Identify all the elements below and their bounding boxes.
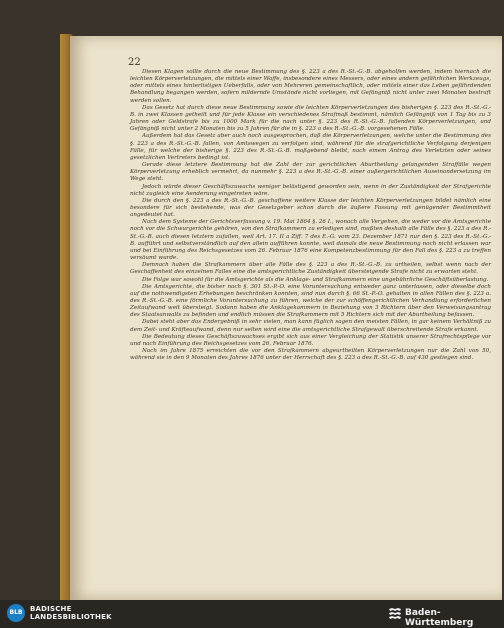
page-body xyxy=(130,69,491,362)
baden-wuerttemberg-crest-icon xyxy=(388,607,402,619)
paragraph: Die Bedeutung dieses Geschäftszuwachses ergibt sich aus einer Vergleichung der Statistik unserer Strafrechtspflege vor und nach Einführung des Reichsgesetzes vom 26. Februar 1876. xyxy=(130,333,491,347)
library-name[interactable] xyxy=(30,605,112,621)
paragraph: Diesen Klagen sollte durch die neue Bestimmung des §. 223 a des R.-St.-G.-B. abgeholfen werden, indem hiernach die leichten Körperverletzungen, die mittels einer Waffe, insbesondere eines Messers, oder eines andern gefährlichen Werkzeugs, oder mittels eines hinterlistigen Ueberfalls, oder von Mehreren gemeinschaftlich, oder mittels einer das Leben gefährdenden Behandlung begangen werden, sofern mildernde Umstände nicht vorliegen, mit Gefängniß nicht unter zwei Monaten bestraft werden sollen. xyxy=(130,69,491,104)
paragraph: Jedoch würde dieser Geschäftszuwachs weniger belästigend geworden sein, wenn in der Zuständigkeit der Strafgerichte nicht zugleich eine Aenderung eingetreten wäre. xyxy=(130,183,491,197)
footer-bar xyxy=(0,600,504,628)
library-name-line1: BADISCHE xyxy=(30,605,72,613)
paragraph: Die Folge war sowohl für die Amtsgerichte als die Anklage- und Strafkammern eine ungebührliche Geschäftsüberlastung. xyxy=(142,276,489,283)
paragraph: Außerdem hat das Gesetz aber auch noch ausgesprochen, daß die Körperverletzungen, welche unter die Bestimmung des §. 223 a des R.-St.-G.-B. fallen, von Amtswegen zu verfolgen sind, während für die strafgerichtliche Verfolgung derjenigen Fälle, für welche der bisherige §. 223 des R.-St.-G.-B. maßgebend bleibt, nach einem Antrag des Verletzten oder seines gesetzlichen Vertreters bedingt ist. xyxy=(130,133,491,161)
paragraph: Demnach haben die Strafkammern über alle Fälle des §. 223 a des R.-St.-G.-B. zu urtheilen, selbst wenn nach der Geschaffenheit des einzelnen Falles eine die amtsgerichtliche Zuständigkeit übersteigende Strafe nicht zu erwarten steht. xyxy=(130,262,491,276)
paragraph: Die durch den §. 223 a des R.-St.-G.-B. geschaffene weitere Klasse der leichten Körperverletzungen bildet nämlich eine besondere für sich bestehende, was der Gesetzgeber schon durch die äußere Fassung mit genügender Bestimmtheit angedeutet hat. xyxy=(130,197,491,219)
paragraph: Nach im Jahre 1875 erreichten die vor den Strafkammern abgeurtheilten Körperverletzungen nur die Zahl von 50, während sie in den 9 Monaten des Jahres 1876 unter der Herrschaft des §. 223 a des R.-St.-G.-B. auf 430 gestiegen sind. xyxy=(130,348,491,362)
paragraph: Gerade diese letztere Bestimmung hat die Zahl der zur gerichtlichen Aburtheilung gelangenden Straffälle wegen Körperverletzung erheblich vermehrt, da nunmehr §. 223 a des R.-St.-G.-B. einer außergerichtlichen Auseinandersetzung im Wege steht. xyxy=(130,162,491,183)
paragraph: Nach dem Systeme der Gerichtsverfassung v. 19. Mai 1864 §. 26 I., wonach alle Vergehen, die weder vor die Amtsgerichte noch vor die Schwurgerichte gehören, von den Strafkammern zu erledigen sind, mußten deshalb alle Fälle des §. 223 a des R.-St.-G.-B. auch diesen letztern zufallen, weil Art. 17. II a Ziff. 7 des E.-G. vom 23. Dezember 1871 nur den §. 223 des R.-St.-G.-B. aufführt und selbstverständlich auf den allein aufführen konnte, weil damals die neue Bestimmung noch nicht erlassen war und bei Einführung des Reichsgesetzes vom 26. Februar 1876 eine Kompetenzbestimmung für den Fall des §. 223 a zu treffen versäumt wurde. xyxy=(130,219,491,262)
paragraph: Das Gesetz hat durch diese neue Bestimmung sowie die leichten Körperverletzungen des bisherigen §. 223 des R.-St.-G.-B. in zwei Klassen getheilt und für jede Klasse ein verschiedenes Strafmaß bestimmt, nämlich Gefängniß von 1 Tag bis zu 3 Jahren oder Geldstrafe bis zu 1000 Mark für die nach unter §. 223 des R.-St.-G.-B. fallenden Körperverletzungen, und Gefängniß nicht unter 2 Monaten bis zu 5 Jahren für die in §. 223 a des R.-St.-G.-B. vorgesehenen Fälle. xyxy=(130,104,491,133)
page-number: 22 xyxy=(128,57,141,68)
paragraph: Die Amtsgerichte, die bisher nach §. 301 St.-P.-O. eine Voruntersuchung entweder ganz unterlassen, oder dieselbe doch auf die nothwendigsten Erhebungen beschränken konnten, sind nun durch §. 66 St.-P.-O. gehalten in allen Fällen des §. 223 a. des R.-St.-G.-B. eine förmliche Voruntersuchung zu führen, welche der zur schöffengerichtlichen Verhandlung erforderlichen Zeitaufwand weit übersteigt. Sodann haben die Anklagekammern in Beziehung von 3 Richtern über den Verweisungsantrag des Staatsanwalts zu befinden und endlich müssen die Strafkammern mit 5 Richtern sich mit der Aburtheilung befassen. xyxy=(130,283,491,319)
partner-name[interactable]: Baden-Württemberg xyxy=(405,608,474,628)
blb-logo-icon[interactable]: BLB xyxy=(7,604,25,622)
book-page xyxy=(70,36,502,600)
library-name-line2: LANDESBIBLIOTHEK xyxy=(30,613,112,621)
paragraph: Dabei steht aber das Endergebniß in sehr vielen, man kann füglich sagen den meisten Fällen, in gar keinem Verhältniß zu dem Zeit- und Kräfteaufwand, denn nur selten wird eine die amtsgerichtliche Strafgewalt überschreitende Strafe erkannt. xyxy=(130,319,491,333)
